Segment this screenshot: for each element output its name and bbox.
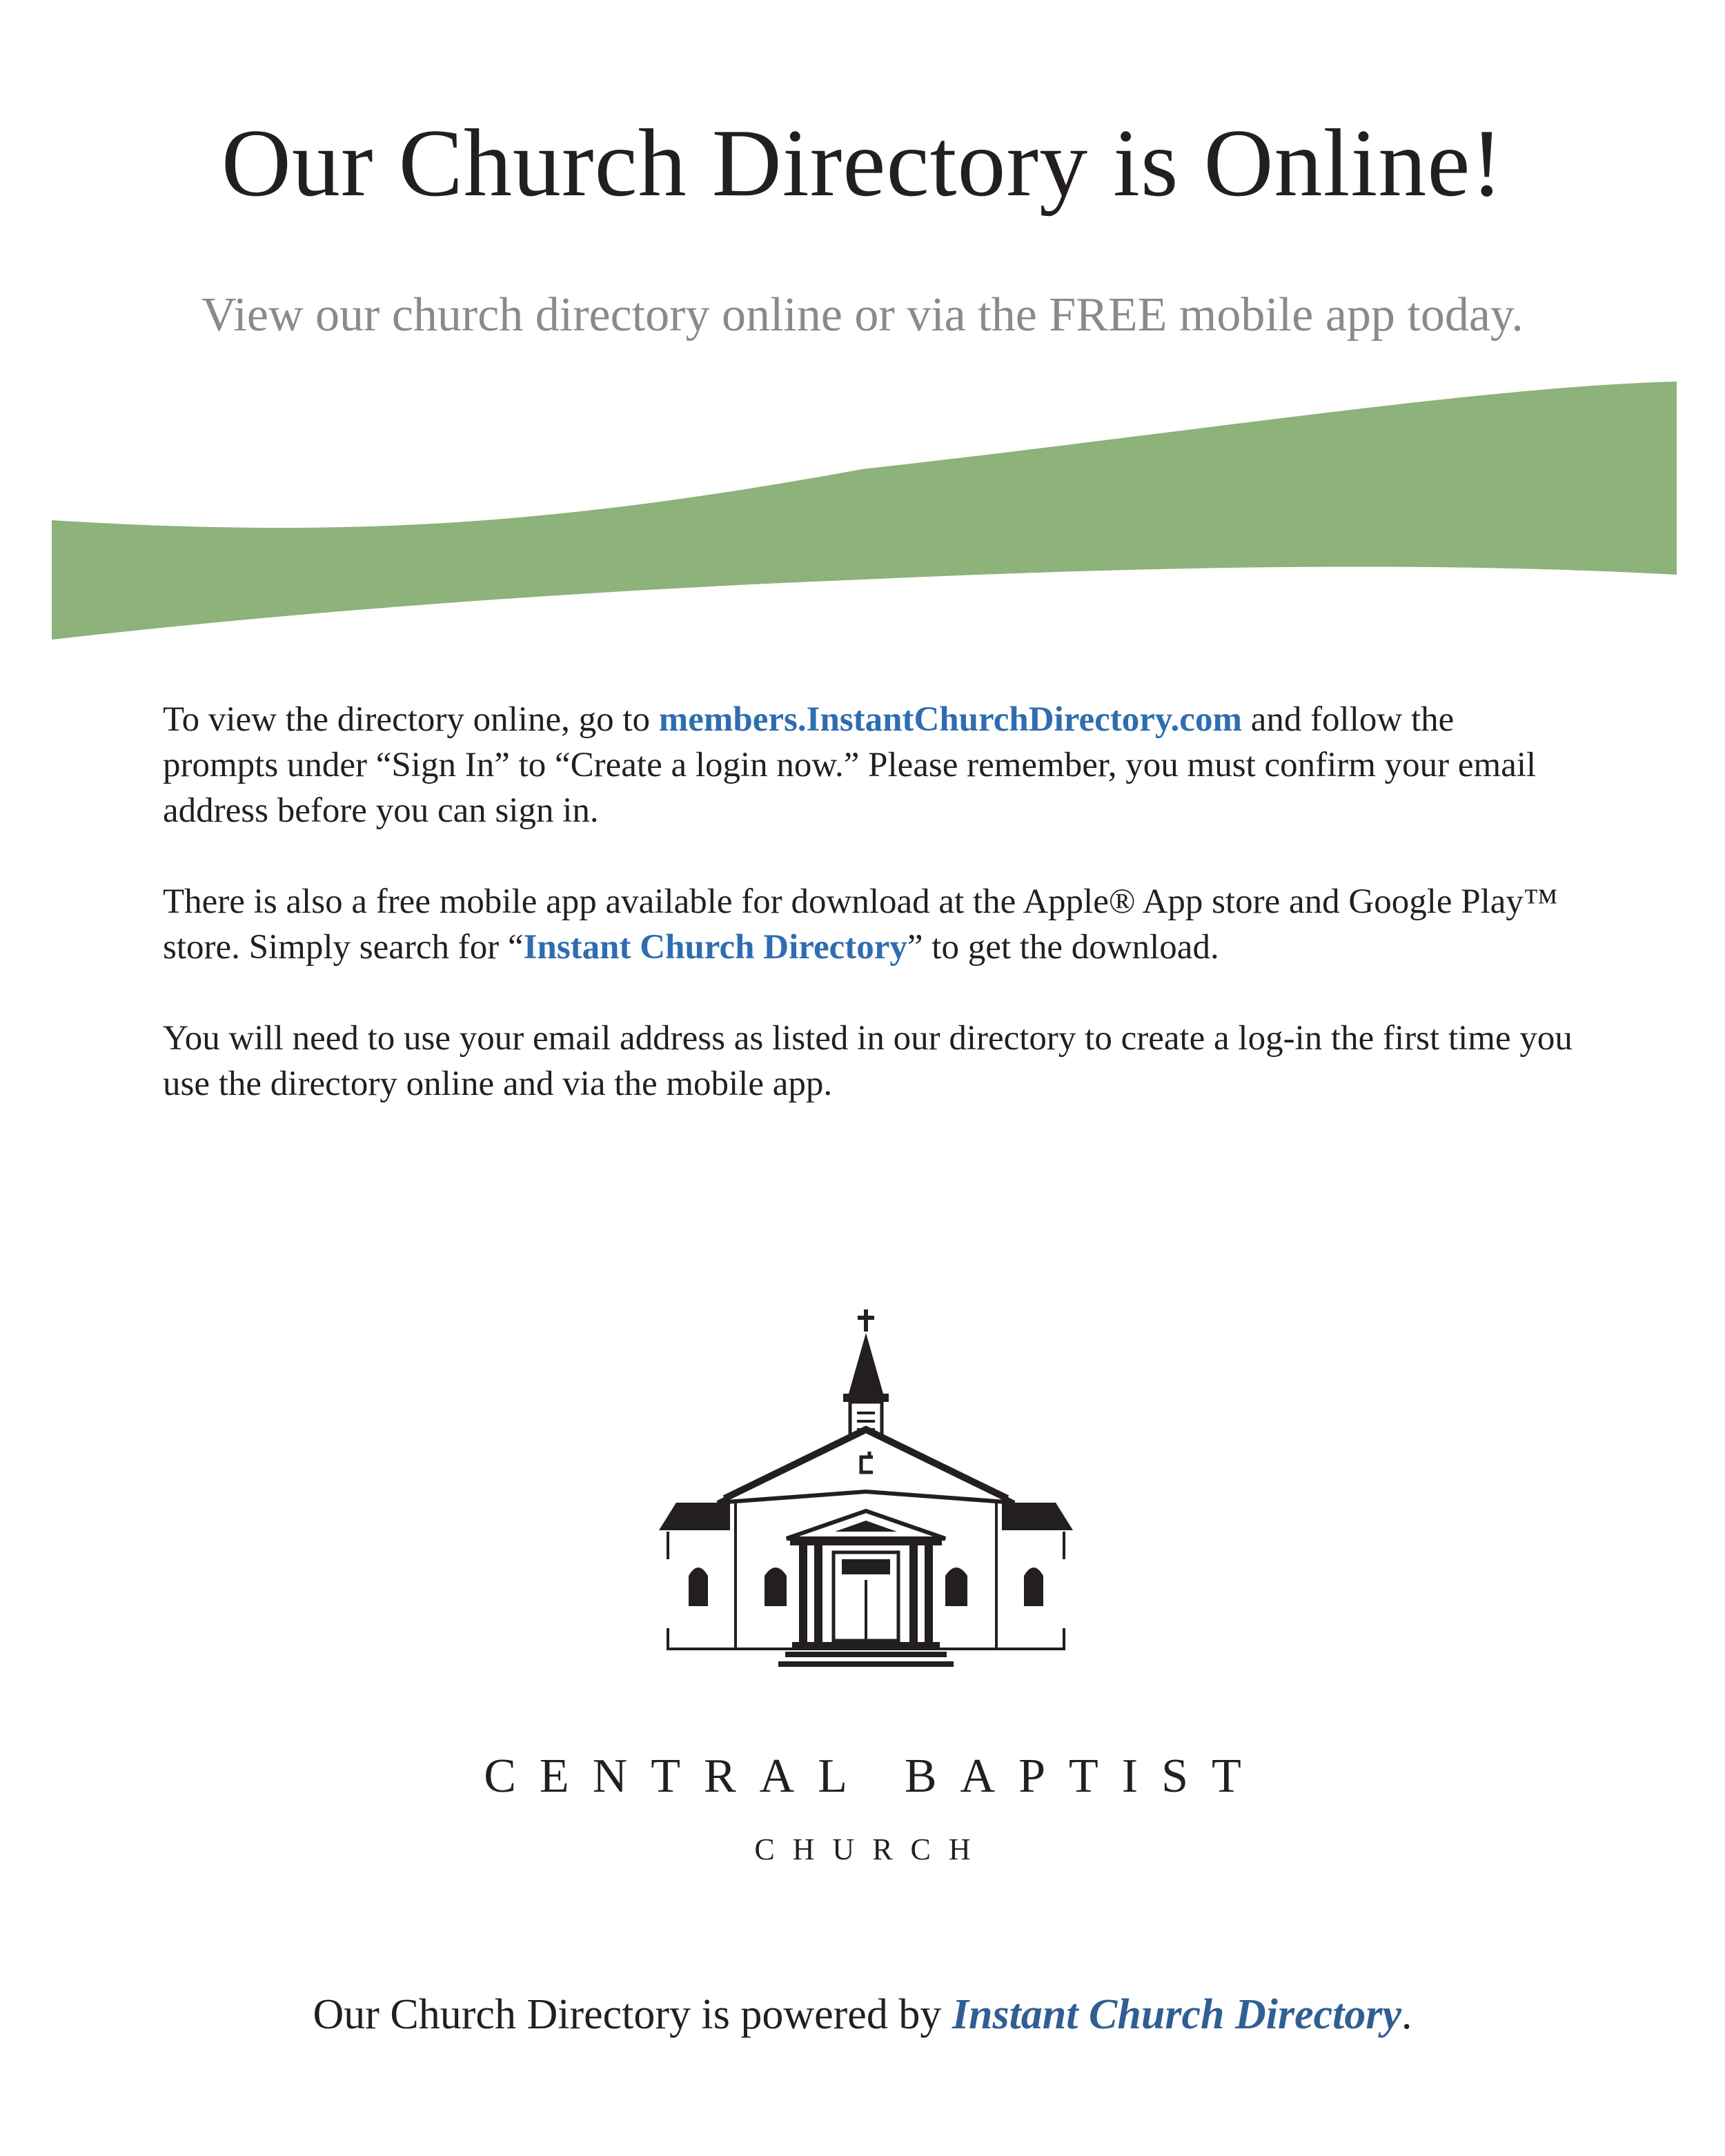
p2-text-before: There is also a free mobile app available for download at the Apple® App store and Google Play™ store. Simply search for “ <box>163 882 1558 967</box>
app-search-term-link[interactable]: Instant Church Directory <box>523 928 907 967</box>
footer-brand: Instant Church Directory <box>952 1991 1401 2038</box>
church-name: CENTRAL BAPTIST <box>484 1750 1265 1803</box>
church-subname: CHURCH <box>754 1832 989 1866</box>
instructions <box>163 697 1577 1152</box>
decorative-green-wave <box>0 373 1725 649</box>
footer-text-before: Our Church Directory is powered by <box>313 1991 952 2038</box>
wave-band <box>52 382 1677 640</box>
paragraph-online <box>163 697 1577 833</box>
paragraph-login: You will need to use your email address as listed in our directory to create a log-in the first time you use the directory online and via the mobile app. <box>163 1019 1573 1103</box>
page-subtitle: View our church directory online or via the FREE mobile app today. <box>201 288 1524 342</box>
p1-text-after: and follow the prompts under “Sign In” to “Create a login now.” Please remember, you must confirm your email address before you can sign in. <box>163 700 1537 830</box>
paragraph-app <box>163 879 1577 970</box>
page-title: Our Church Directory is Online! <box>221 110 1504 217</box>
members-site-link[interactable]: members.InstantChurchDirectory.com <box>658 700 1242 739</box>
church-building-icon <box>642 1304 1090 1745</box>
p2-text-after: ” to get the download. <box>907 928 1219 967</box>
footer-text-after: . <box>1401 1991 1412 2038</box>
footer-credit <box>0 1990 1725 2039</box>
p1-text-before: To view the directory online, go to <box>163 700 659 739</box>
